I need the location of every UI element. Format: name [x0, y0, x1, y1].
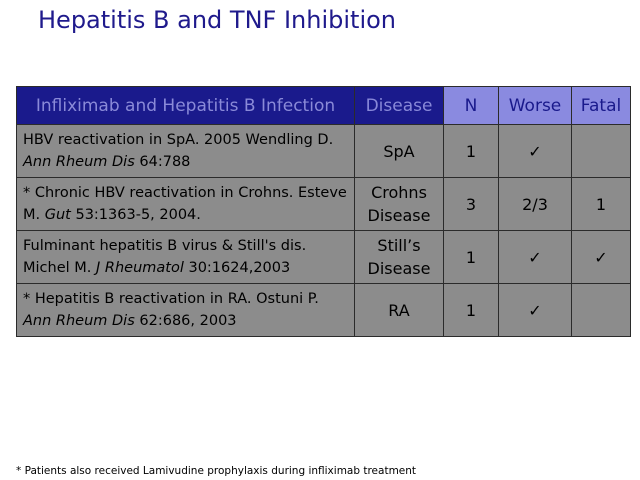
slide-title: Hepatitis B and TNF Inhibition — [38, 6, 397, 34]
header-fatal: Fatal — [572, 87, 631, 125]
table-row — [17, 231, 631, 284]
reference-text: Fulminant hepatitis B virus & Still's dis. Michel M. — [23, 238, 307, 276]
table-row — [17, 125, 631, 178]
header-disease: Disease — [355, 87, 444, 125]
reference-cell — [17, 231, 355, 284]
fatal-cell — [572, 125, 631, 178]
footnote: * Patients also received Lamivudine prophylaxis during infliximab treatment — [16, 465, 417, 477]
disease-cell: Still’s Disease — [355, 231, 444, 284]
header-n: N — [444, 87, 499, 125]
reference-cell — [17, 125, 355, 178]
reference-text: * Chronic HBV reactivation in Crohns. Esteve M. — [23, 185, 347, 223]
disease-cell: RA — [355, 284, 444, 337]
table-row — [17, 178, 631, 231]
journal-name: Ann Rheum Dis — [23, 313, 135, 329]
worse-cell: ✓ — [499, 125, 572, 178]
header-worse: Worse — [499, 87, 572, 125]
reference-cell — [17, 284, 355, 337]
reference-citation: 64:788 — [134, 154, 191, 170]
table-header-row — [17, 87, 631, 125]
infliximab-hepatitis-table — [16, 86, 631, 337]
reference-cell — [17, 178, 355, 231]
reference-citation: 53:1363-5, 2004. — [70, 207, 201, 223]
n-cell: 3 — [444, 178, 499, 231]
journal-name: Gut — [44, 207, 71, 223]
worse-cell: 2/3 — [499, 178, 572, 231]
reference-citation: 62:686, 2003 — [134, 313, 237, 329]
table-row — [17, 284, 631, 337]
reference-text: * Hepatitis B reactivation in RA. Ostuni P. — [23, 291, 319, 307]
disease-cell: Crohns Disease — [355, 178, 444, 231]
reference-text: HBV reactivation in SpA. 2005 Wendling D. — [23, 132, 334, 148]
fatal-cell: ✓ — [572, 231, 631, 284]
header-study: Infliximab and Hepatitis B Infection — [17, 87, 355, 125]
fatal-cell — [572, 284, 631, 337]
journal-name: Ann Rheum Dis — [23, 154, 135, 170]
journal-name: J Rheumatol — [96, 260, 184, 276]
n-cell: 1 — [444, 284, 499, 337]
worse-cell: ✓ — [499, 284, 572, 337]
fatal-cell: 1 — [572, 178, 631, 231]
reference-citation: 30:1624,2003 — [183, 260, 291, 276]
n-cell: 1 — [444, 125, 499, 178]
n-cell: 1 — [444, 231, 499, 284]
worse-cell: ✓ — [499, 231, 572, 284]
disease-cell: SpA — [355, 125, 444, 178]
